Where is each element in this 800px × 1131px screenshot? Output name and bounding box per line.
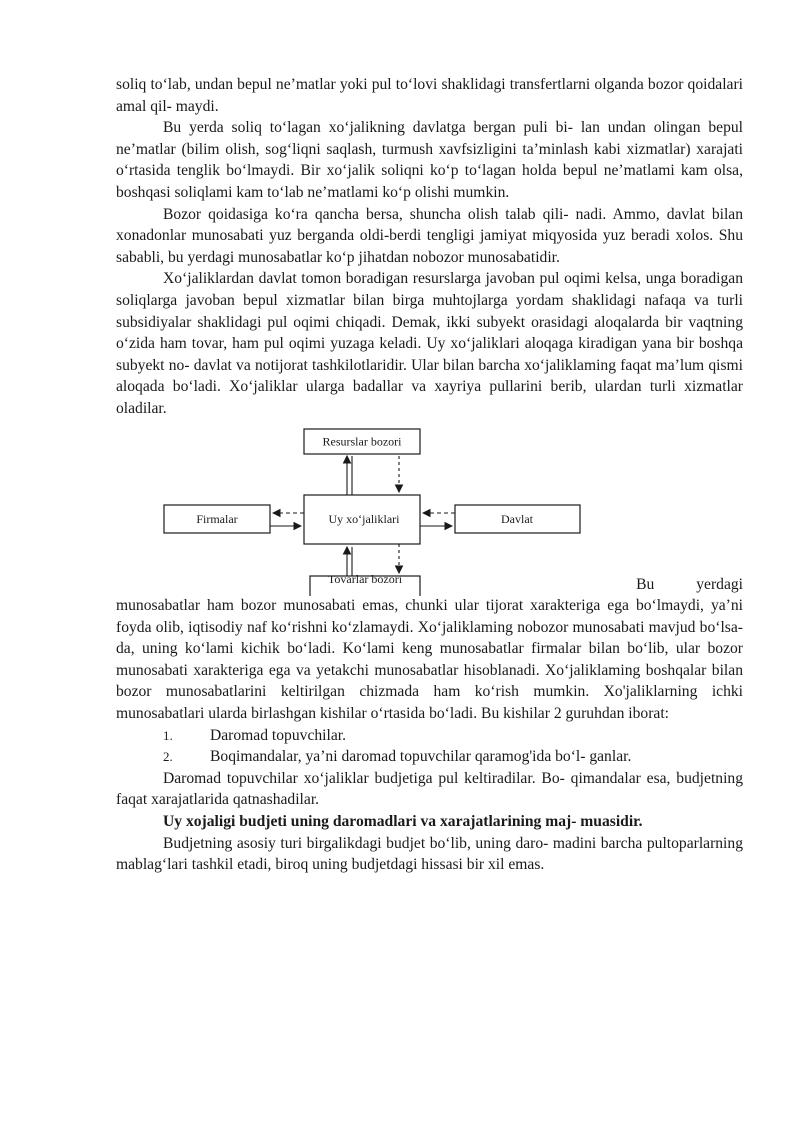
list-number-1: 1. [163,727,173,743]
list-text-2: Boqimandalar, ya’ni daromad topuvchilar qaramog'ida bo‘l- ganlar. [210,748,632,766]
label-firmalar: Firmalar [196,511,238,526]
paragraph-1: soliq to‘lab, undan bepul ne’matlar yoki pul to‘lovi shaklidagi transfertlarni olganda bozor qoidalari amal qil- maydi. [116,76,743,115]
diagram-bottom-box-svg [116,569,743,597]
document-page [116,74,743,876]
label-tovarlar-bozori: Tovarlar bozori [327,571,403,586]
paragraph-3: Bozor qoidasiga ko‘ra qancha bersa, shuncha olish talab qili- nadi. Ammo, davlat bilan xonadonlar munosabati yuz berganda oldi-berdi tengligi jamiyat miqyosida yuz beradi xolos. Shu sababli, bu yerdagi munosabatlar ko‘p jihatdan nobozor munosabatidir. [116,205,743,266]
label-davlat: Davlat [501,511,533,526]
paragraph-5: munosabatlar ham bozor munosabati emas, chunki ular tijorat xarakteriga ega bo‘lmaydi, ya’ni foyda olib, iqtisodiy naf ko‘rishni ko‘zlamaydi. Xo‘jaliklaming nobozor munosabati mavjud bo‘lsa-da, uning ko‘lami kichik bo‘ladi. Ko‘lami keng munosabatlar firmalar bilan bo‘lib, ular bozor munosabati xarakteriga ega va yetakchi munosabatlar hisoblanadi. Xo‘jaliklaming boshqalar bilan bozor munosabatlarini keltirilgan chizmada ham ko‘rish mumkin. Xo'jaliklarning ichki munosabatlari ularda birlashgan kishilar o‘rtasida bo‘ladi. Bu kishilar 2 guruhdan iborat: [116,597,743,723]
list-item-1 [116,725,743,747]
list-item-2 [116,746,743,768]
paragraph-4: Xo‘jaliklardan davlat tomon boradigan resurslarga javoban pul oqimi kelsa, unga boradigan soliqlarga javoban bepul xizmatlar bilan birga muhtojlarga yordam shaklidagi nafaqa va turli subsidiyalar shaklidagi pul oqimi chiqadi. Demak, ikki subyekt orasidagi aloqalarda bir vaqtning o‘zida ham tovar, ham pul oqimi yuzaga keladi. Uy xo‘jaliklari aloqaga kiradigan yana bir boshqa subyekt no- davlat va notijorat tashkilotlaridir. Ular bilan barcha xo‘jaliklaming faqat ma’lum qismi aloqada bo‘ladi. Xo‘jaliklar ularga badallar va xayriya pullarini berib, ulardan turli xizmatlar oladilar. [116,270,743,417]
section-heading: Uy xojaligi budjeti uning daromadlari va xarajatlarining maj- muasidir. [163,813,643,831]
paragraph-2: Bu yerda soliq to‘lagan xo‘jalikning davlatga bergan puli bi- lan undan olingan bepul ne’matlar (bilim olish, sog‘liqni saqlash, turmush xavfsizligini ta’minlash kabi xizmatlar) xarajati o‘rtasida tenglik bo‘lmaydi. Bir xo‘jalik soliqni ko‘p to‘lagan holda bepul ne’matlami kam olsa, boshqasi soliqlami kam to‘lab ne’matlami ko‘p olishi mumkin. [116,119,743,201]
label-uy-xojaliklari: Uy xo‘jaliklari [328,511,400,526]
paragraph-7: Budjetning asosiy turi birgalikdagi budjet bo‘lib, uning daro- madini barcha pultoparlarning mablag‘lari tashkil etadi, biroq uning budjetdagi hissasi bir xil emas. [116,834,743,874]
list-number-2: 2. [163,749,173,765]
paragraph-5-lead: Bu yerdagi [636,575,743,593]
label-resurslar-bozori: Resurslar bozori [322,434,402,448]
paragraph-6: Daromad topuvchilar xo‘jaliklar budjetiga pul keltiradilar. Bo- qimandalar esa, budjetning faqat xarajatlarida qatnashadilar. [116,769,743,809]
list-text-1: Daromad topuvchilar. [210,726,346,744]
